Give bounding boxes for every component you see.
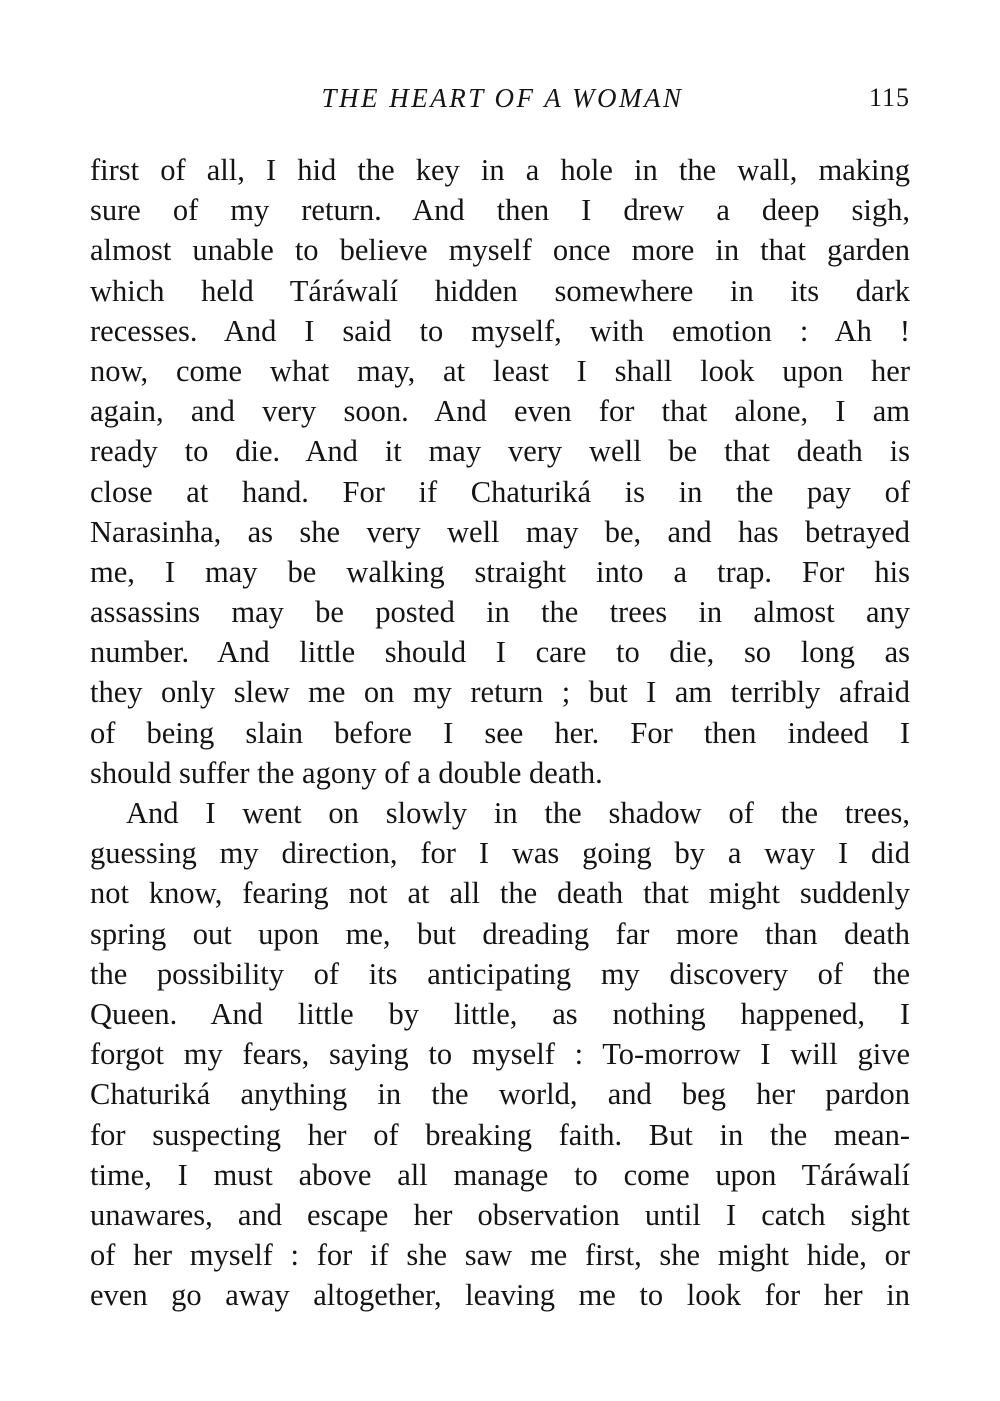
text-line: for suspecting her of breaking faith. But in the mean-	[90, 1117, 910, 1152]
text-line: which held Táráwalí hidden somewhere in its dark	[90, 273, 910, 308]
text-line: time, I must above all manage to come upon Táráwalí	[90, 1157, 910, 1192]
text-line: not know, fearing not at all the death that might suddenly	[90, 876, 910, 911]
page-number: 115	[868, 83, 910, 112]
running-title: THE HEART OF A WOMAN	[321, 83, 684, 113]
text-line: sure of my return. And then I drew a deep sigh,	[90, 193, 910, 228]
paragraph-1	[90, 150, 910, 793]
text-line: now, come what may, at least I shall look upon her	[90, 353, 910, 388]
body-text	[90, 150, 910, 1315]
text-line: they only slew me on my return ; but I am terribly afraid	[90, 675, 910, 710]
text-line: the possibility of its anticipating my discovery of the	[90, 956, 910, 991]
text-line: And I went on slowly in the shadow of the trees,	[126, 796, 910, 830]
text-line: of being slain before I see her. For then indeed I	[90, 715, 910, 750]
text-line: number. And little should I care to die, so long as	[90, 635, 910, 670]
text-line: Queen. And little by little, as nothing happened, I	[90, 996, 910, 1031]
text-line: almost unable to believe myself once more in that garden	[90, 233, 910, 268]
text-line: spring out upon me, but dreading far more than death	[90, 916, 910, 951]
text-line: first of all, I hid the key in a hole in the wall, making	[90, 153, 910, 187]
running-head	[90, 78, 910, 118]
text-line: should suffer the agony of a double death.	[90, 755, 603, 790]
text-line: forgot my fears, saying to myself : To-morrow I will give	[90, 1037, 910, 1072]
text-line: of her myself : for if she saw me first, she might hide, or	[90, 1238, 910, 1273]
text-line: me, I may be walking straight into a trap. For his	[90, 554, 910, 589]
text-line: ready to die. And it may very well be that death is	[90, 434, 910, 469]
text-line: assassins may be posted in the trees in almost any	[90, 595, 910, 630]
text-line: Chaturiká anything in the world, and beg her pardon	[90, 1077, 910, 1112]
text-line: recesses. And I said to myself, with emotion : Ah !	[90, 313, 910, 348]
text-line: Narasinha, as she very well may be, and has betrayed	[90, 514, 910, 549]
text-line: again, and very soon. And even for that alone, I am	[90, 394, 910, 429]
paragraph-2	[90, 793, 910, 1315]
text-line: close at hand. For if Chaturiká is in the pay of	[90, 474, 910, 509]
text-line: guessing my direction, for I was going by a way I did	[90, 836, 910, 871]
text-line: unawares, and escape her observation until I catch sight	[90, 1197, 910, 1232]
text-line: even go away altogether, leaving me to look for her in	[90, 1278, 910, 1313]
